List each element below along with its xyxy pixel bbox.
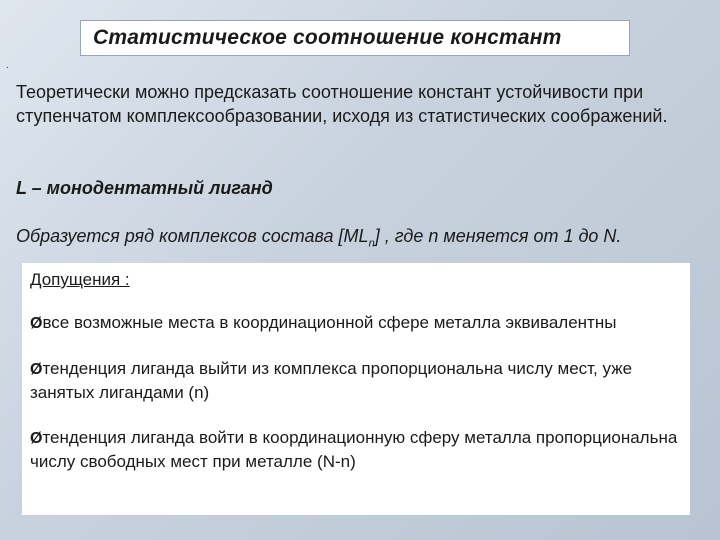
assumption-item [30,357,682,404]
arrow-bullet-icon: Ø [30,361,43,378]
intro-paragraph: Теоретически можно предсказать соотношение констант устойчивости при ступенчатом комплексообразовании, исходя из статистических соображений. [16,82,668,126]
series-text-after: ] , где n меняется от 1 до N. [374,226,622,246]
title-box [80,20,630,56]
complex-series-text [16,226,716,250]
arrow-bullet-icon: Ø [30,430,43,447]
assumption-text: тенденция лиганда войти в координационную сферу металла пропорциональна числу свободных мест при металле (N-n) [30,428,678,471]
series-text-before: Образуется ряд комплексов состава [ML [16,226,369,246]
assumptions-title: Допущения : [30,270,130,289]
slide-title: Статистическое соотношение констант [93,26,562,49]
bullet-dot: . [6,60,9,71]
ligand-definition: L – монодентатный лиганд [16,178,273,198]
assumption-text: все возможные места в координационной сфере металла эквивалентны [42,313,617,332]
assumption-text: тенденция лиганда выйти из комплекса пропорциональна числу мест, уже занятых лигандами (n) [30,359,633,402]
assumption-item [30,311,682,335]
assumption-item [30,426,682,473]
assumptions-box [22,263,690,515]
series-subscript: n [368,237,375,250]
arrow-bullet-icon: Ø [30,315,43,332]
